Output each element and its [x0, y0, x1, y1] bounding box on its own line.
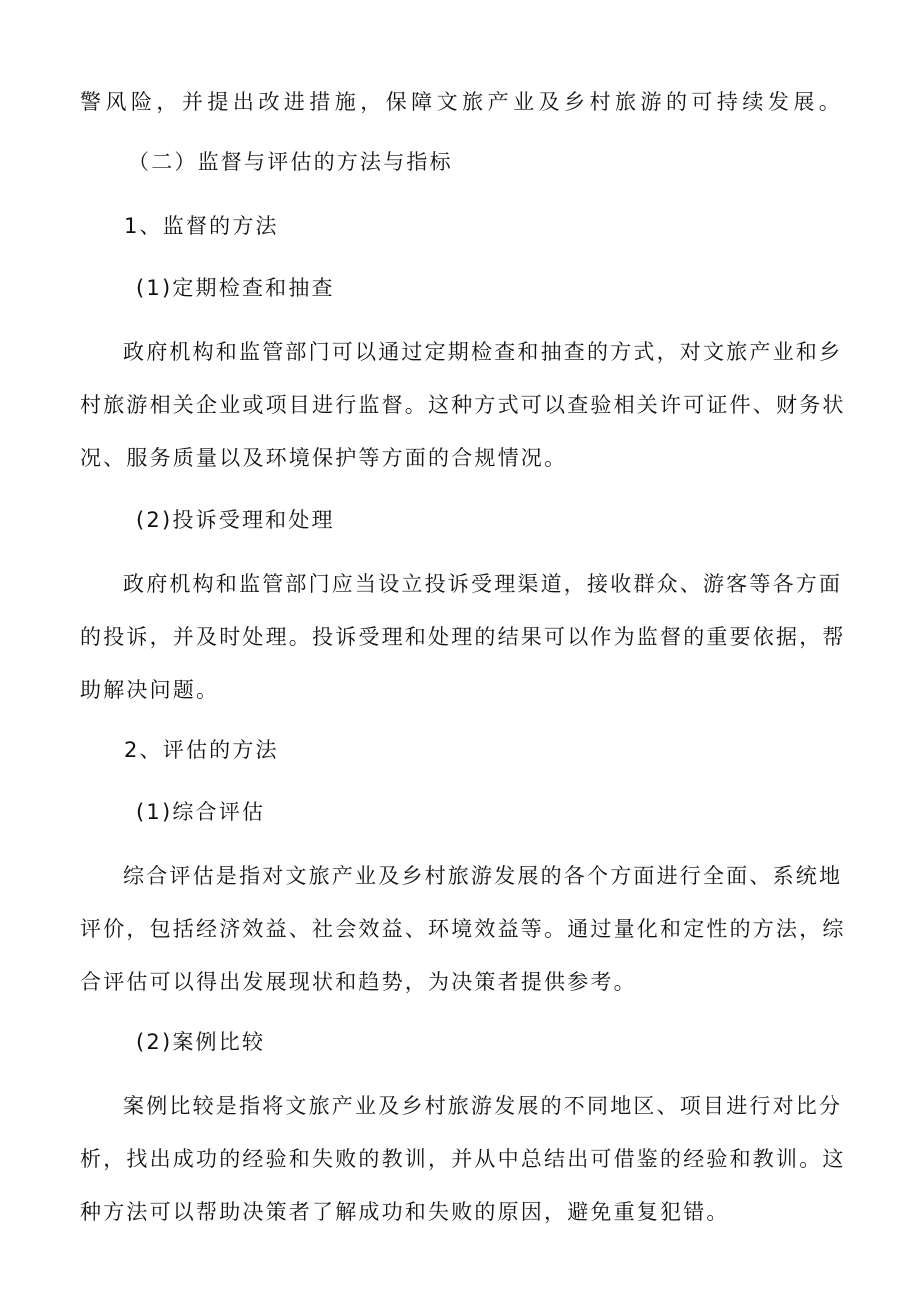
paragraph-line: 况、服务质量以及环境保护等方面的合规情况。: [80, 446, 568, 470]
paragraph-line: 村旅游相关企业或项目进行监督。这种方式可以查验相关许可证件、财务状: [80, 393, 846, 417]
paragraph-line: 助解决问题。: [80, 678, 220, 702]
item-heading: (1)定期检查和抽查: [136, 276, 335, 300]
item-heading: (2)投诉受理和处理: [136, 508, 335, 532]
paragraph-line: 警风险，并提出改进措施，保障文旅产业及乡村旅游的可持续发展。: [80, 90, 842, 114]
section-heading: （二）监督与评估的方法与指标: [128, 150, 453, 174]
paragraph-line: 评价，包括经济效益、社会效益、环境效益等。通过量化和定性的方法，综: [80, 917, 846, 941]
paragraph-line: 种方法可以帮助决策者了解成功和失败的原因，避免重复犯错。: [80, 1200, 730, 1224]
subsection-heading: 2、评估的方法: [124, 738, 279, 762]
subsection-heading: 1、监督的方法: [124, 214, 279, 238]
paragraph-line: 案例比较是指将文旅产业及乡村旅游发展的不同地区、项目进行对比分: [123, 1094, 843, 1118]
paragraph-line: 合评估可以得出发展现状和趋势，为决策者提供参考。: [80, 970, 637, 994]
item-heading: (2)案例比较: [136, 1030, 266, 1054]
item-heading: (1)综合评估: [136, 800, 266, 824]
paragraph-line: 政府机构和监管部门应当设立投诉受理渠道，接收群众、游客等各方面: [123, 572, 843, 596]
paragraph-line: 析，找出成功的经验和失败的教训，并从中总结出可借鉴的经验和教训。这: [80, 1147, 846, 1171]
paragraph-line: 的投诉，并及时处理。投诉受理和处理的结果可以作为监督的重要依据，帮: [80, 625, 846, 649]
paragraph-line: 政府机构和监管部门可以通过定期检查和抽查的方式，对文旅产业和乡: [123, 340, 843, 364]
paragraph-line: 综合评估是指对文旅产业及乡村旅游发展的各个方面进行全面、系统地: [123, 864, 843, 888]
